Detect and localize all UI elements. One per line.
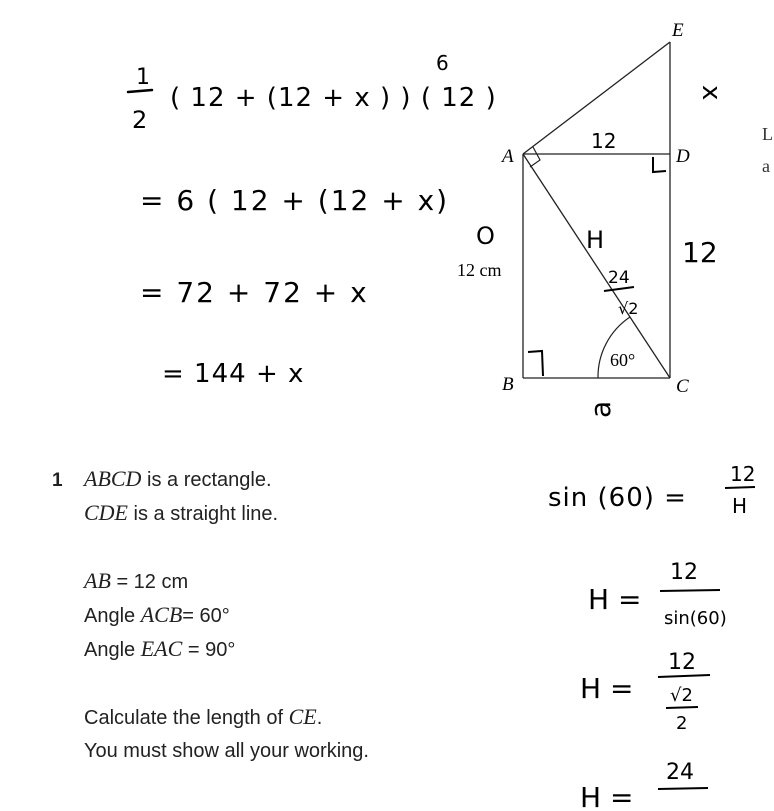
question-number: 1	[52, 470, 63, 491]
given-ab	[52, 564, 492, 598]
hw-half-den: 2	[132, 106, 148, 134]
hw-eq4-num: 24	[666, 760, 694, 785]
instruction-line	[52, 734, 492, 768]
cut-off-line-1: L	[762, 124, 773, 144]
q-given3-pre: Angle	[84, 639, 141, 661]
hw-eq1-den: H	[732, 494, 748, 518]
cut-off-line-2: a	[762, 156, 770, 176]
q-line2-rest: is a straight line.	[128, 503, 279, 525]
hw-eq4-lhs: H =	[580, 781, 634, 811]
hw-eq4-bar	[658, 788, 708, 789]
q-given2-pre: Angle	[84, 605, 141, 627]
hw-eq1-bar	[725, 487, 755, 488]
segment-ac	[523, 154, 670, 378]
hw-eq1-num: 12	[730, 462, 756, 486]
hw-half-bar	[128, 90, 152, 92]
hw-eq3-num: 12	[668, 650, 696, 675]
hw-half-num: 1	[136, 65, 150, 90]
question-line-2	[52, 496, 492, 530]
q-abcd: ABCD	[84, 466, 142, 491]
hw-hyp-den: √2	[618, 299, 639, 318]
hw-right-angle-b	[528, 351, 543, 376]
hw-eq2-den: sin(60)	[664, 608, 727, 629]
q-task-rest: .	[316, 707, 323, 729]
label-angle-acb: 60°	[610, 350, 636, 370]
hw-label-o: O	[476, 222, 495, 250]
hw-right-angle-d	[653, 157, 666, 172]
q-given1-rest: = 12 cm	[110, 571, 189, 593]
geometry-diagram	[440, 0, 740, 440]
hw-eq3-bar	[658, 675, 710, 677]
handwritten-working-right	[540, 461, 772, 811]
hw-eq3-lhs: H =	[580, 672, 634, 705]
q-cde: CDE	[84, 500, 128, 525]
q-ab: AB	[84, 568, 111, 593]
hw-line1-body: ( 12 + (12 + x ) ) ( 12 )	[170, 83, 497, 113]
cut-off-text	[762, 118, 774, 182]
hw-eq1-lhs: sin (60) =	[548, 483, 687, 513]
vertex-label-b: B	[502, 374, 514, 395]
vertex-label-c: C	[676, 376, 689, 397]
q-instruction: You must show all your working.	[84, 740, 369, 762]
q-acb: ACB	[140, 602, 183, 627]
hw-eq2-lhs: H =	[588, 583, 642, 616]
q-eac: EAC	[140, 636, 183, 661]
hw-label-de: x	[696, 85, 726, 101]
vertex-label-e: E	[672, 20, 684, 41]
hw-line2: = 6 ( 12 + (12 + x)	[140, 184, 450, 217]
question-line-1	[52, 462, 492, 496]
hw-label-bottom: a	[584, 400, 617, 418]
given-acb	[52, 598, 492, 632]
q-task-pre: Calculate the length of	[84, 707, 289, 729]
q-ce: CE	[288, 704, 317, 729]
label-ab-length: 12 cm	[457, 260, 502, 280]
given-eac	[52, 632, 492, 666]
hw-label-h: H	[586, 226, 605, 254]
right-angle-mark-a	[530, 147, 540, 167]
q-line1-rest: is a rectangle.	[141, 469, 272, 491]
hw-eq3-den-bar	[666, 707, 698, 708]
hw-eq3-den-den: 2	[676, 713, 688, 734]
hw-eq2-num: 12	[670, 560, 698, 585]
task-line	[52, 700, 492, 734]
hw-line4: = 144 + x	[162, 359, 305, 389]
q-given2-rest: = 60°	[182, 605, 230, 627]
hw-label-ad: 12	[591, 129, 617, 153]
vertex-label-a: A	[502, 146, 514, 167]
hw-hyp-num: 24	[608, 268, 630, 288]
hw-line3: = 72 + 72 + x	[140, 276, 369, 309]
vertex-label-d: D	[676, 146, 690, 167]
question-block	[52, 462, 492, 768]
hw-eq2-bar	[660, 590, 720, 591]
hw-eq3-den-num: √2	[670, 685, 693, 706]
q-given3-rest: = 90°	[182, 639, 236, 661]
hw-line1-superscript: 6	[436, 51, 449, 75]
hw-label-dc: 12	[682, 236, 718, 269]
